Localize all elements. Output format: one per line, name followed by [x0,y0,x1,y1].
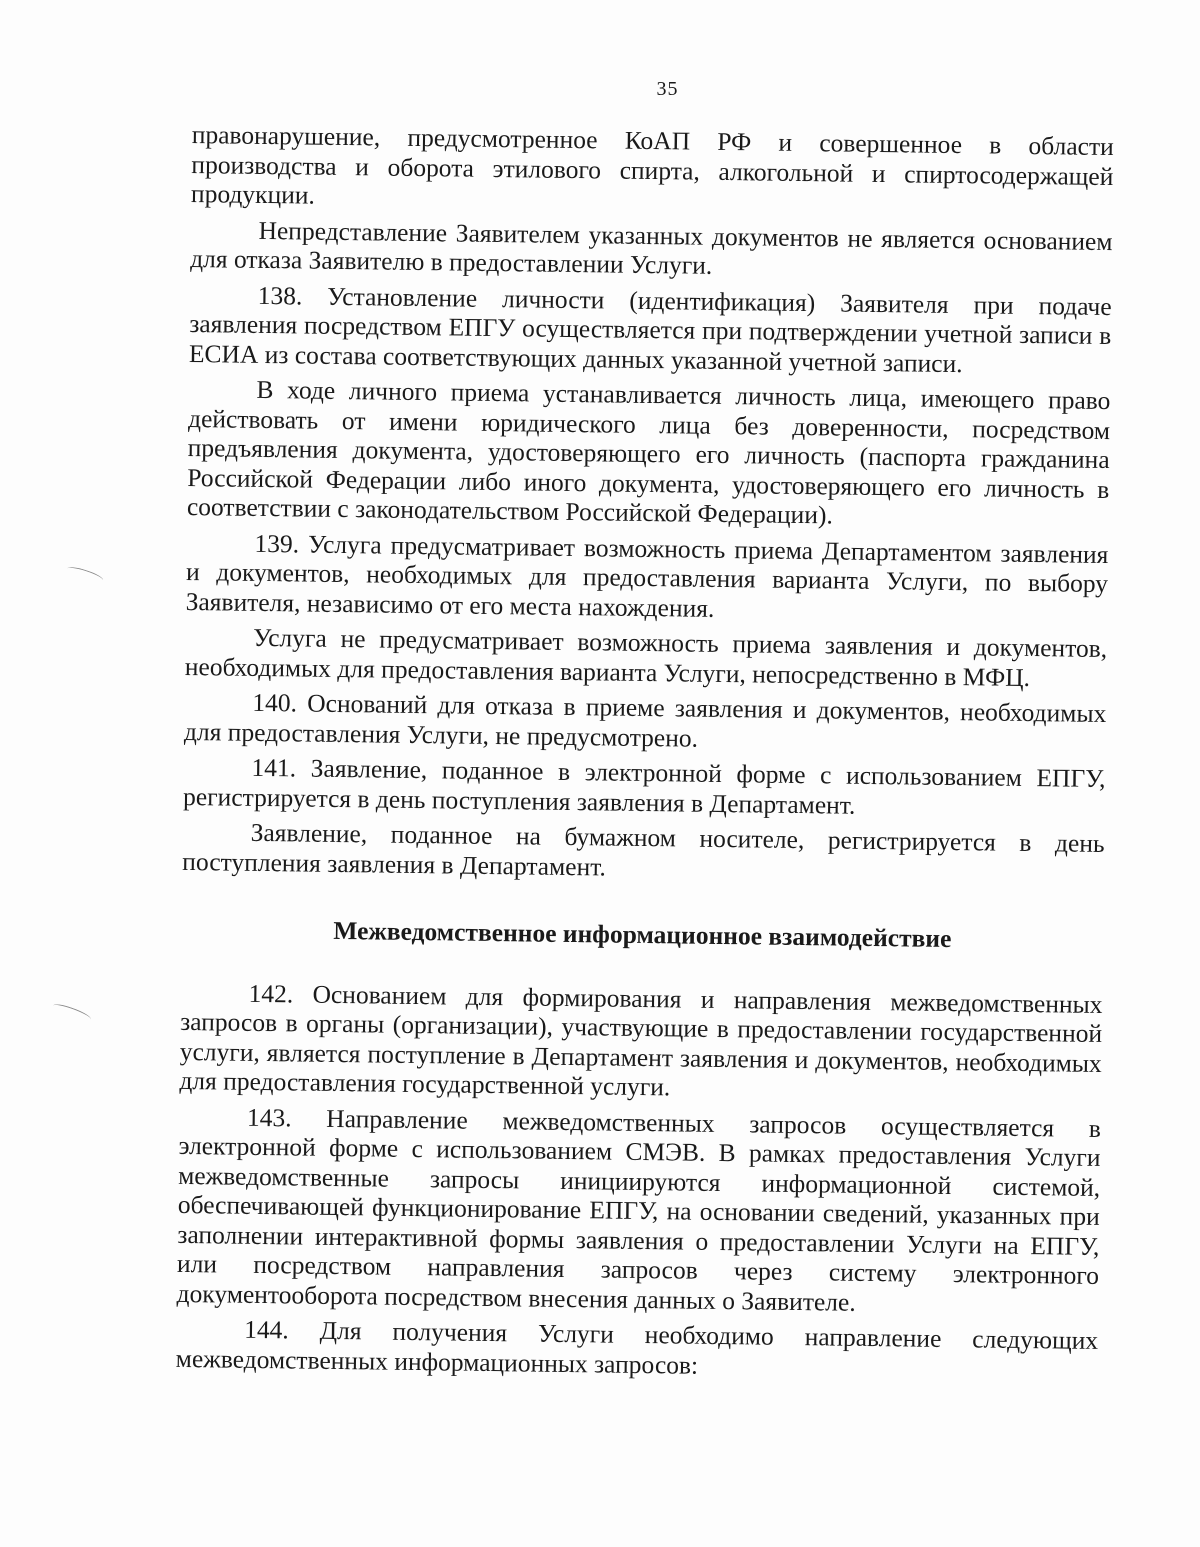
paragraph-continuation: правонарушение, предусмотренное КоАП РФ и совершенное в области производства и оборота этилового спирта, алкогольной и спиртосодержащей продукции. [190,120,1114,210]
paragraph: Заявление, поданное на бумажном носителе, регистрируется в день поступления заявления в Департамент. [182,817,1105,881]
paragraph-138: 138. Установление личности (идентификация) Заявителя при подаче заявления посредством ЕПГУ осуществляется при подтверждении учетной записи в ЕСИА из состава соответствующих данных указанной учетной записи. [188,280,1112,378]
section-heading: Межведомственное информационное взаимодействие [333,915,952,954]
page-number: 35 [656,78,679,100]
paragraph-144: 144. Для получения Услуги необходимо направление следующих межведомственных информационных запросов: [175,1314,1099,1380]
paragraph: В ходе личного приема устанавливается личность лица, имеющего право действовать от имени юридического лица без доверенности, посредством предъявления документа, удостоверяющего его личность (паспорта гражданина Российской Федерации либо иного документа, удостоверяющего его личность в соответствии с законодательством Российской Федерации). [186,374,1111,530]
paragraph: Непредставление Заявителем указанных документов не является основанием для отказа Заявителю в предоставлении Услуги. [189,215,1113,280]
document-body [176,120,1114,1391]
paragraph-143: 143. Направление межведомственных запросов осуществляется в электронной форме с использованием СМЭВ. В рамках предоставления Услуги межведомственные запросы инициируются информационной системой, обеспечивающей функционирование ЕПГУ, на основании сведений, указанных при заполнении интерактивной формы заявления о предоставлении Услуги на ЕПГУ, или посредством направления запросов через систему электронного документооборота посредством внесения данных о Заявителе. [176,1102,1102,1317]
paragraph-140: 140. Оснований для отказа в приеме заявления и документов, необходимых для предоставления Услуги, не предусмотрено. [183,687,1107,753]
paragraph: Услуга не предусматривает возможность приема заявления и документов, необходимых для предоставления варианта Услуги, непосредственно в МФЦ. [184,622,1108,692]
paragraph-139: 139. Услуга предусматривает возможность приема Департаментом заявления и документов, необходимых для предоставления варианта Услуги, по выбору Заявителя, независимо от его места нахождения. [185,528,1109,623]
paragraph-142: 142. Основанием для формирования и направления межведомственных запросов в органы (организации), участвующие в предоставлении государственной услуги, является поступление в Департамент заявления и документов, необходимых для предоставления государственной услуги. [179,978,1103,1102]
scan-mark-top [66,564,105,584]
scan-mark-bottom [52,1001,93,1023]
paragraph-141: 141. Заявление, поданное в электронной форме с использованием ЕПГУ, регистрируется в день поступления заявления в Департамент. [182,752,1106,820]
